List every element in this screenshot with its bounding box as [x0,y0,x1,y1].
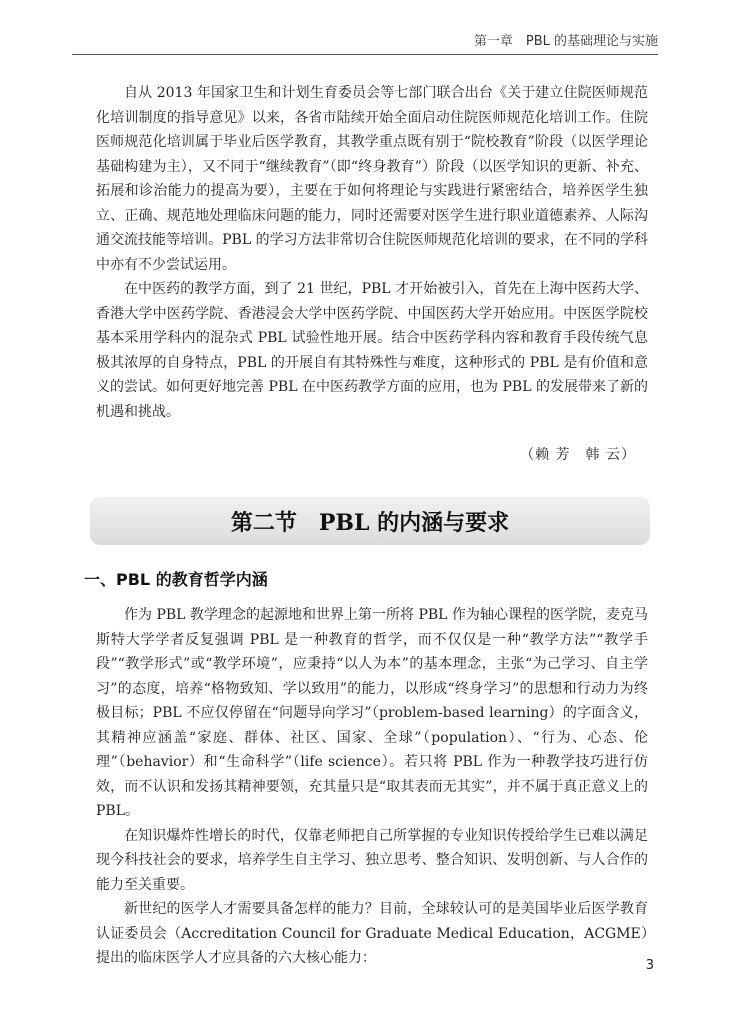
body-paragraph: 新世纪的医学人才需要具备怎样的能力？目前，全球较认可的是美国毕业后医学教育认证委员会（Accreditation Council for Graduate Medical Education，ACGME）提出的临床医学人才应具备的六大核心能力： [96,901,648,966]
subsection-heading: 一、PBL 的教育哲学内涵 [84,570,268,589]
body-paragraph: 在知识爆炸性增长的时代，仅靠老师把自己所掌握的专业知识传授给学生已难以满足现今科技社会的要求，培养学生自主学习、独立思考、整合知识、发明创新、与人合作的能力至关重要。 [96,827,648,893]
page-number: 3 [645,958,654,973]
body-paragraph: 作为 PBL 教学理念的起源地和世界上第一所将 PBL 作为轴心课程的医学院，麦克马斯特大学学者反复强调 PBL 是一种教育的哲学，而不仅仅是一种“教学方法”“教学手段”“教学形式”或“教学环境”，应秉持“以人为本”的基本理念，主张“为己学习、自主学习”的态度，培养“格物致知、学以致用”的能力，以形成“终身学习”的思想和行动力为终极目标；PBL 不应仅停留在“问题导向学习”（problem-based learning）的字面含义，其精神应涵盖“家庭、群体、社区、国家、全球”（population）、“行为、心态、伦理”（behavior）和“生命科学”（life science）。若只将 PBL 作为一种教学技巧进行仿效，而不认识和发扬其精神要领，充其量只是“取其表而无其实”，并不属于真正意义上的 PBL。 [96,607,648,819]
header-divider [72,54,658,55]
section-title: 第二节 PBL 的内涵与要求 [230,509,510,536]
section-banner [90,497,650,545]
author-attribution: （赖 芳 韩 云） [520,447,636,463]
body-paragraph: 在中医药的教学方面，到了 21 世纪，PBL 才开始被引入，首先在上海中医药大学、香港大学中医药学院、香港浸会大学中医药学院、中国医药大学开始应用。中医医学院校基本采用学科内的混杂式 PBL 试验性地开展。结合中医药学科内容和教育手段传统气息极其浓厚的自身特点，PBL 的开展自有其特殊性与难度，这种形式的 PBL 是有价值和意义的尝试。如何更好地完善 PBL 在中医药教学方面的应用，也为 PBL 的发展带来了新的机遇和挑战。 [96,281,648,420]
body-paragraph: 自从 2013 年国家卫生和计划生育委员会等七部门联合出台《关于建立住院医师规范化培训制度的指导意见》以来，各省市陆续开始全面启动住院医师规范化培训工作。住院医师规范化培训属于毕业后医学教育，其教学重点既有别于“院校教育”阶段（以医学理论基础构建为主），又不同于“继续教育”（即“终身教育”）阶段（以医学知识的更新、补充、拓展和诊治能力的提高为要），主要在于如何将理论与实践进行紧密结合，培养医学生独立、正确、规范地处理临床问题的能力，同时还需要对医学生进行职业道德素养、人际沟通交流技能等培训。PBL 的学习方法非常切合住院医师规范化培训的要求，在不同的学科中亦有不少尝试运用。 [96,85,648,273]
page-content [84,81,648,971]
running-header: 第一章 PBL 的基础理论与实施 [473,34,658,49]
